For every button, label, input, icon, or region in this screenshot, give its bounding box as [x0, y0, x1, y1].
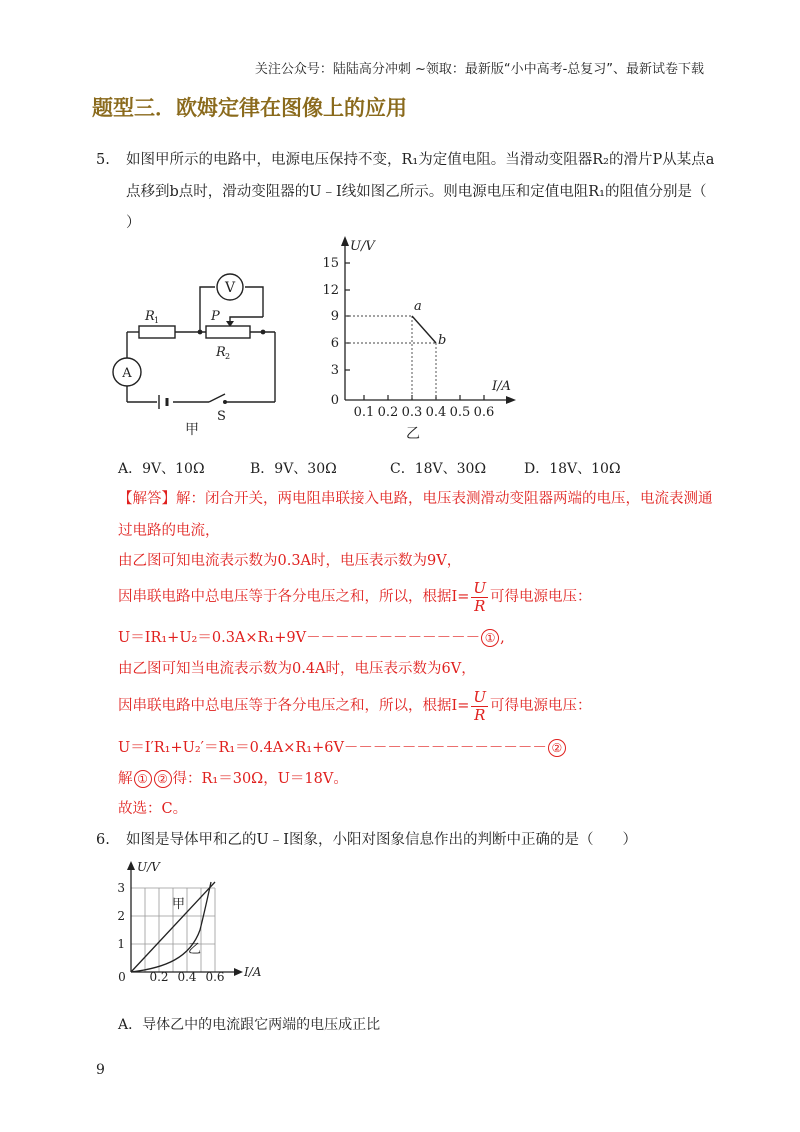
- fraction-numerator: U: [473, 578, 487, 597]
- x-axis-label: I/A: [244, 965, 262, 979]
- q5-number: 5.: [96, 152, 110, 168]
- y-tick: 9: [330, 309, 339, 324]
- r2-label: R: [216, 345, 226, 360]
- page-header: 关注公众号：陆陆高分冲刺 ~领取：最新版“小中高考-总复习”、最新试卷下载: [254, 62, 704, 77]
- section-title: 题型三．欧姆定律在图像上的应用: [92, 96, 407, 120]
- x-tick: 0.4: [177, 970, 197, 983]
- x-tick: 0.6: [473, 405, 495, 420]
- solution-line1: [118, 489, 713, 509]
- r1-label: R: [145, 309, 155, 324]
- y-axis-label: U/V: [137, 860, 160, 874]
- r1-sub: 1: [154, 316, 160, 325]
- solution-line6: 由乙图可知当电流表示数为0.4A时，电压表示数为6V，: [118, 661, 476, 677]
- circled-one-label: ①: [134, 770, 152, 788]
- y-tick: 3: [117, 881, 125, 895]
- solution-line9: [118, 769, 348, 789]
- x-tick: 0.2: [377, 405, 399, 420]
- solution-text: 解: [118, 771, 133, 787]
- voltmeter-label: V: [224, 280, 236, 296]
- y-axis-label: U/V: [350, 239, 375, 254]
- circuit-diagram: [105, 262, 295, 440]
- option-d[interactable]: D．18V、10Ω: [524, 461, 621, 477]
- solution-text: 可得电源电压：: [490, 698, 592, 714]
- solution-line5: U＝IR₁+U₂＝0.3A×R₁+9V－－－－－－－－－－－－ ① ,: [118, 630, 505, 646]
- ab-line: [412, 316, 436, 343]
- equation-2: U＝I′R₁+U₂′＝R₁＝0.4A×R₁+6V－－－－－－－－－－－－－－: [118, 740, 547, 756]
- q6-option-a[interactable]: A．导体乙中的电流跟它两端的电压成正比: [118, 1017, 381, 1033]
- page-number: 9: [96, 1062, 105, 1078]
- p-label: P: [211, 309, 220, 324]
- option-b[interactable]: B．9V、30Ω: [250, 461, 337, 477]
- option-a[interactable]: A．9V、10Ω: [118, 461, 205, 477]
- solution-text: 因串联电路中总电压等于各分电压之和，所以，根据I=: [118, 589, 470, 605]
- q5-text-line2: 点移到b点时，滑动变阻器的U﹣I线如图乙所示。则电源电压和定值电阻R₁的阻值分别是（: [126, 184, 707, 200]
- switch-label: S: [217, 409, 226, 424]
- x-tick: 0.4: [425, 405, 447, 420]
- circled-two-label: ②: [548, 739, 566, 757]
- ammeter-label: A: [122, 366, 132, 381]
- x-axis-label: I/A: [492, 379, 511, 394]
- x-tick: 0: [118, 970, 126, 983]
- x-tick: 0.1: [353, 405, 375, 420]
- x-tick: 0.2: [149, 970, 169, 983]
- q6-ui-graph: [110, 858, 285, 983]
- q6-number: 6.: [96, 832, 110, 848]
- fraction-numerator: U: [473, 687, 487, 706]
- option-c[interactable]: C．18V、30Ω: [390, 461, 487, 477]
- solution-line4: [118, 579, 592, 615]
- solution-line3: 由乙图可知电流表示数为0.3A时，电压表示数为9V，: [118, 553, 462, 569]
- y-tick: 6: [330, 336, 339, 351]
- fraction-denominator: R: [474, 705, 486, 724]
- circled-two-label: ②: [154, 770, 172, 788]
- point-a-label: a: [414, 299, 422, 314]
- solution-text: 解：闭合开关，两电阻串联接入电路，电压表测滑动变阻器两端的电压，电流表测通: [176, 491, 713, 507]
- solution-text: 可得电源电压：: [490, 589, 592, 605]
- x-tick: 0.6: [205, 970, 225, 983]
- x-tick: 0.5: [449, 405, 471, 420]
- solution-line8: [118, 738, 567, 758]
- y-tick: 15: [322, 256, 339, 271]
- graph-caption: 乙: [406, 426, 420, 440]
- solution-line10: 故选：C。: [118, 801, 188, 817]
- label-yi: 乙: [188, 942, 202, 957]
- fraction-u-over-r: [471, 689, 488, 724]
- circled-one-label: ①: [481, 629, 499, 647]
- solution-tag: 【解答】: [118, 491, 176, 507]
- solution-text: 因串联电路中总电压等于各分电压之和，所以，根据I=: [118, 698, 470, 714]
- y-tick: 3: [330, 363, 339, 378]
- origin-label: 0: [330, 393, 339, 408]
- circuit-caption: 甲: [185, 422, 199, 438]
- q6-text-line1: 如图是导体甲和乙的U﹣I图象，小阳对图象信息作出的判断中正确的是（ ）: [126, 832, 637, 848]
- q5-text-line1: 如图甲所示的电路中，电源电压保持不变，R₁为定值电阻。当滑动变阻器R₂的滑片P从某点a: [126, 152, 715, 168]
- q5-ui-graph: [320, 230, 525, 440]
- solution-line7: [118, 688, 592, 724]
- y-tick: 2: [117, 909, 125, 923]
- q5-text-line3: ）: [126, 215, 141, 231]
- point-b-label: b: [438, 333, 447, 348]
- solution-line2: 过电路的电流，: [118, 523, 220, 539]
- y-tick: 1: [117, 937, 125, 951]
- fraction-denominator: R: [474, 596, 486, 615]
- label-jia: 甲: [172, 897, 186, 912]
- fraction-u-over-r: [471, 580, 488, 615]
- y-tick: 12: [322, 283, 339, 298]
- solution-text: 得：R₁＝30Ω，U＝18V。: [172, 771, 348, 787]
- x-tick: 0.3: [401, 405, 423, 420]
- r2-sub: 2: [225, 352, 231, 361]
- equation-1: U＝IR₁+U₂＝0.3A×R₁+9V－－－－－－－－－－－－: [118, 630, 481, 646]
